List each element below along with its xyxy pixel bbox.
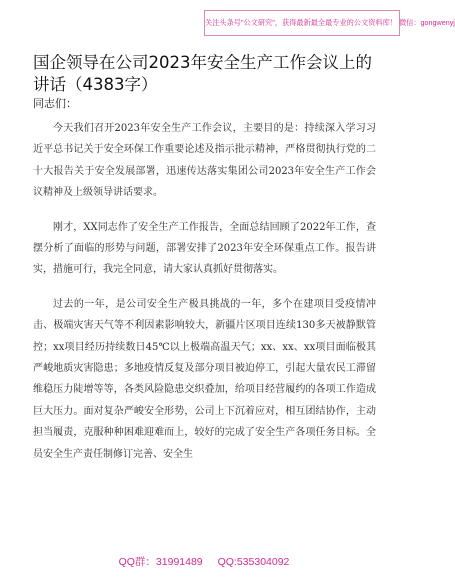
- paragraph-1: 今天我们召开2023年安全生产工作会议，主要目的是：持续深入学习习近平总书记关于安全环保工作重要论述及指示批示精神，严格贯彻执行党的二十大报告关于安全发展部署，迅速传达落实集团公司2023年安全生产工作会议精神及上级领导讲话要求。: [33, 123, 376, 199]
- footer-qq-number: QQ:535304092: [217, 556, 290, 568]
- paragraph-3: 过去的一年，是公司安全生产极具挑战的一年，多个在建项目受疫情冲击、极端灾害天气等不利因素影响较大，新疆片区项目连续130多天被静默管控；xx项目经历持续数日45℃以上极端高温天气；xx、xx、xx项目面临极其严峻地质灾害隐患；多地疫情反复及部分项目被迫停工，引起大量农民工滞留维稳压力陡增等等，各类风险隐患交织叠加，给项目经营履约的各项工作造成巨大压力。面对复杂严峻安全形势，公司上下沉着应对，相互团结协作，主动担当履责，克服种种困难迎难而上，较好的完成了安全生产各项任务目标。全员安全生产责任制修订完善、安全生: [33, 298, 376, 460]
- paragraph-2: 刚才，XX同志作了安全生产工作报告，全面总结回顾了2022年工作，查摆分析了面临的形势与问题，部署安排了2023年安全环保重点工作。报告讲实，措施可行，我完全同意，请大家认真抓好贯彻落实。: [33, 221, 376, 276]
- footer-qq-group: QQ群：31991489: [118, 556, 203, 568]
- header-banner: 关注头条号"公文研究"，获得最新最全最专业的公文资料库！ 微信：gongwenyj: [204, 10, 400, 36]
- document-body: [33, 118, 376, 478]
- footer-contact: [0, 554, 408, 569]
- document-title: 国企领导在公司2023年安全生产工作会议上的讲话（4383字）: [33, 53, 372, 94]
- salutation: 同志们：: [33, 97, 77, 110]
